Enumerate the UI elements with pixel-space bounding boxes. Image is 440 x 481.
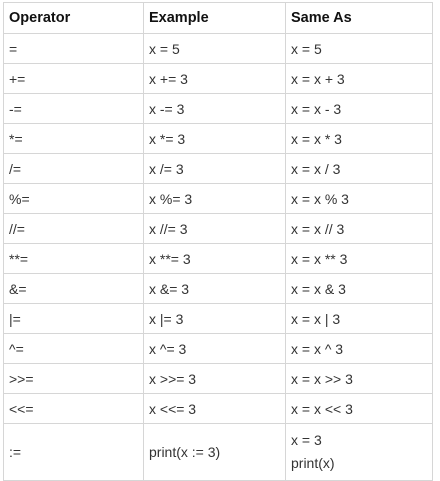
cell-operator: &= (4, 274, 144, 304)
cell-same-as: x = x + 3 (286, 64, 433, 94)
table-row (4, 34, 433, 64)
cell-operator: **= (4, 244, 144, 274)
cell-same-as: x = x - 3 (286, 94, 433, 124)
table-row-walrus (4, 424, 433, 481)
cell-example: x //= 3 (144, 214, 286, 244)
same-as-line: print(x) (291, 455, 335, 471)
cell-same-as: x = x ** 3 (286, 244, 433, 274)
cell-operator: ^= (4, 334, 144, 364)
cell-same-as: x = x >> 3 (286, 364, 433, 394)
table-row (4, 124, 433, 154)
cell-example: x **= 3 (144, 244, 286, 274)
table-row (4, 274, 433, 304)
header-operator: Operator (4, 3, 144, 34)
cell-operator: = (4, 34, 144, 64)
cell-example: x += 3 (144, 64, 286, 94)
table-row (4, 214, 433, 244)
cell-example: x <<= 3 (144, 394, 286, 424)
table-row (4, 364, 433, 394)
header-example: Example (144, 3, 286, 34)
table-row (4, 64, 433, 94)
cell-operator: *= (4, 124, 144, 154)
table-header-row (4, 3, 433, 34)
cell-operator: /= (4, 154, 144, 184)
cell-same-as: x = x & 3 (286, 274, 433, 304)
table-row (4, 94, 433, 124)
cell-same-as: x = x | 3 (286, 304, 433, 334)
table-row (4, 334, 433, 364)
cell-same-as: x = x * 3 (286, 124, 433, 154)
operators-table (3, 2, 433, 481)
table-row (4, 244, 433, 274)
header-same-as: Same As (286, 3, 433, 34)
cell-operator: += (4, 64, 144, 94)
cell-operator: >>= (4, 364, 144, 394)
cell-example: x ^= 3 (144, 334, 286, 364)
cell-operator: := (4, 424, 144, 481)
cell-example: x = 5 (144, 34, 286, 64)
cell-operator: %= (4, 184, 144, 214)
cell-example: x -= 3 (144, 94, 286, 124)
cell-same-as: x = x ^ 3 (286, 334, 433, 364)
cell-example: x %= 3 (144, 184, 286, 214)
cell-example: print(x := 3) (144, 424, 286, 481)
cell-same-as: x = x << 3 (286, 394, 433, 424)
cell-example: x >>= 3 (144, 364, 286, 394)
cell-same-as: x = x // 3 (286, 214, 433, 244)
cell-operator: //= (4, 214, 144, 244)
table-row (4, 304, 433, 334)
table-row (4, 184, 433, 214)
same-as-line: x = 3 (291, 432, 322, 448)
cell-same-as (286, 424, 433, 481)
cell-same-as: x = x / 3 (286, 154, 433, 184)
cell-operator: <<= (4, 394, 144, 424)
cell-example: x *= 3 (144, 124, 286, 154)
cell-same-as: x = x % 3 (286, 184, 433, 214)
cell-same-as: x = 5 (286, 34, 433, 64)
cell-example: x &= 3 (144, 274, 286, 304)
table-row (4, 394, 433, 424)
table-row (4, 154, 433, 184)
cell-example: x |= 3 (144, 304, 286, 334)
cell-operator: -= (4, 94, 144, 124)
cell-example: x /= 3 (144, 154, 286, 184)
cell-operator: |= (4, 304, 144, 334)
